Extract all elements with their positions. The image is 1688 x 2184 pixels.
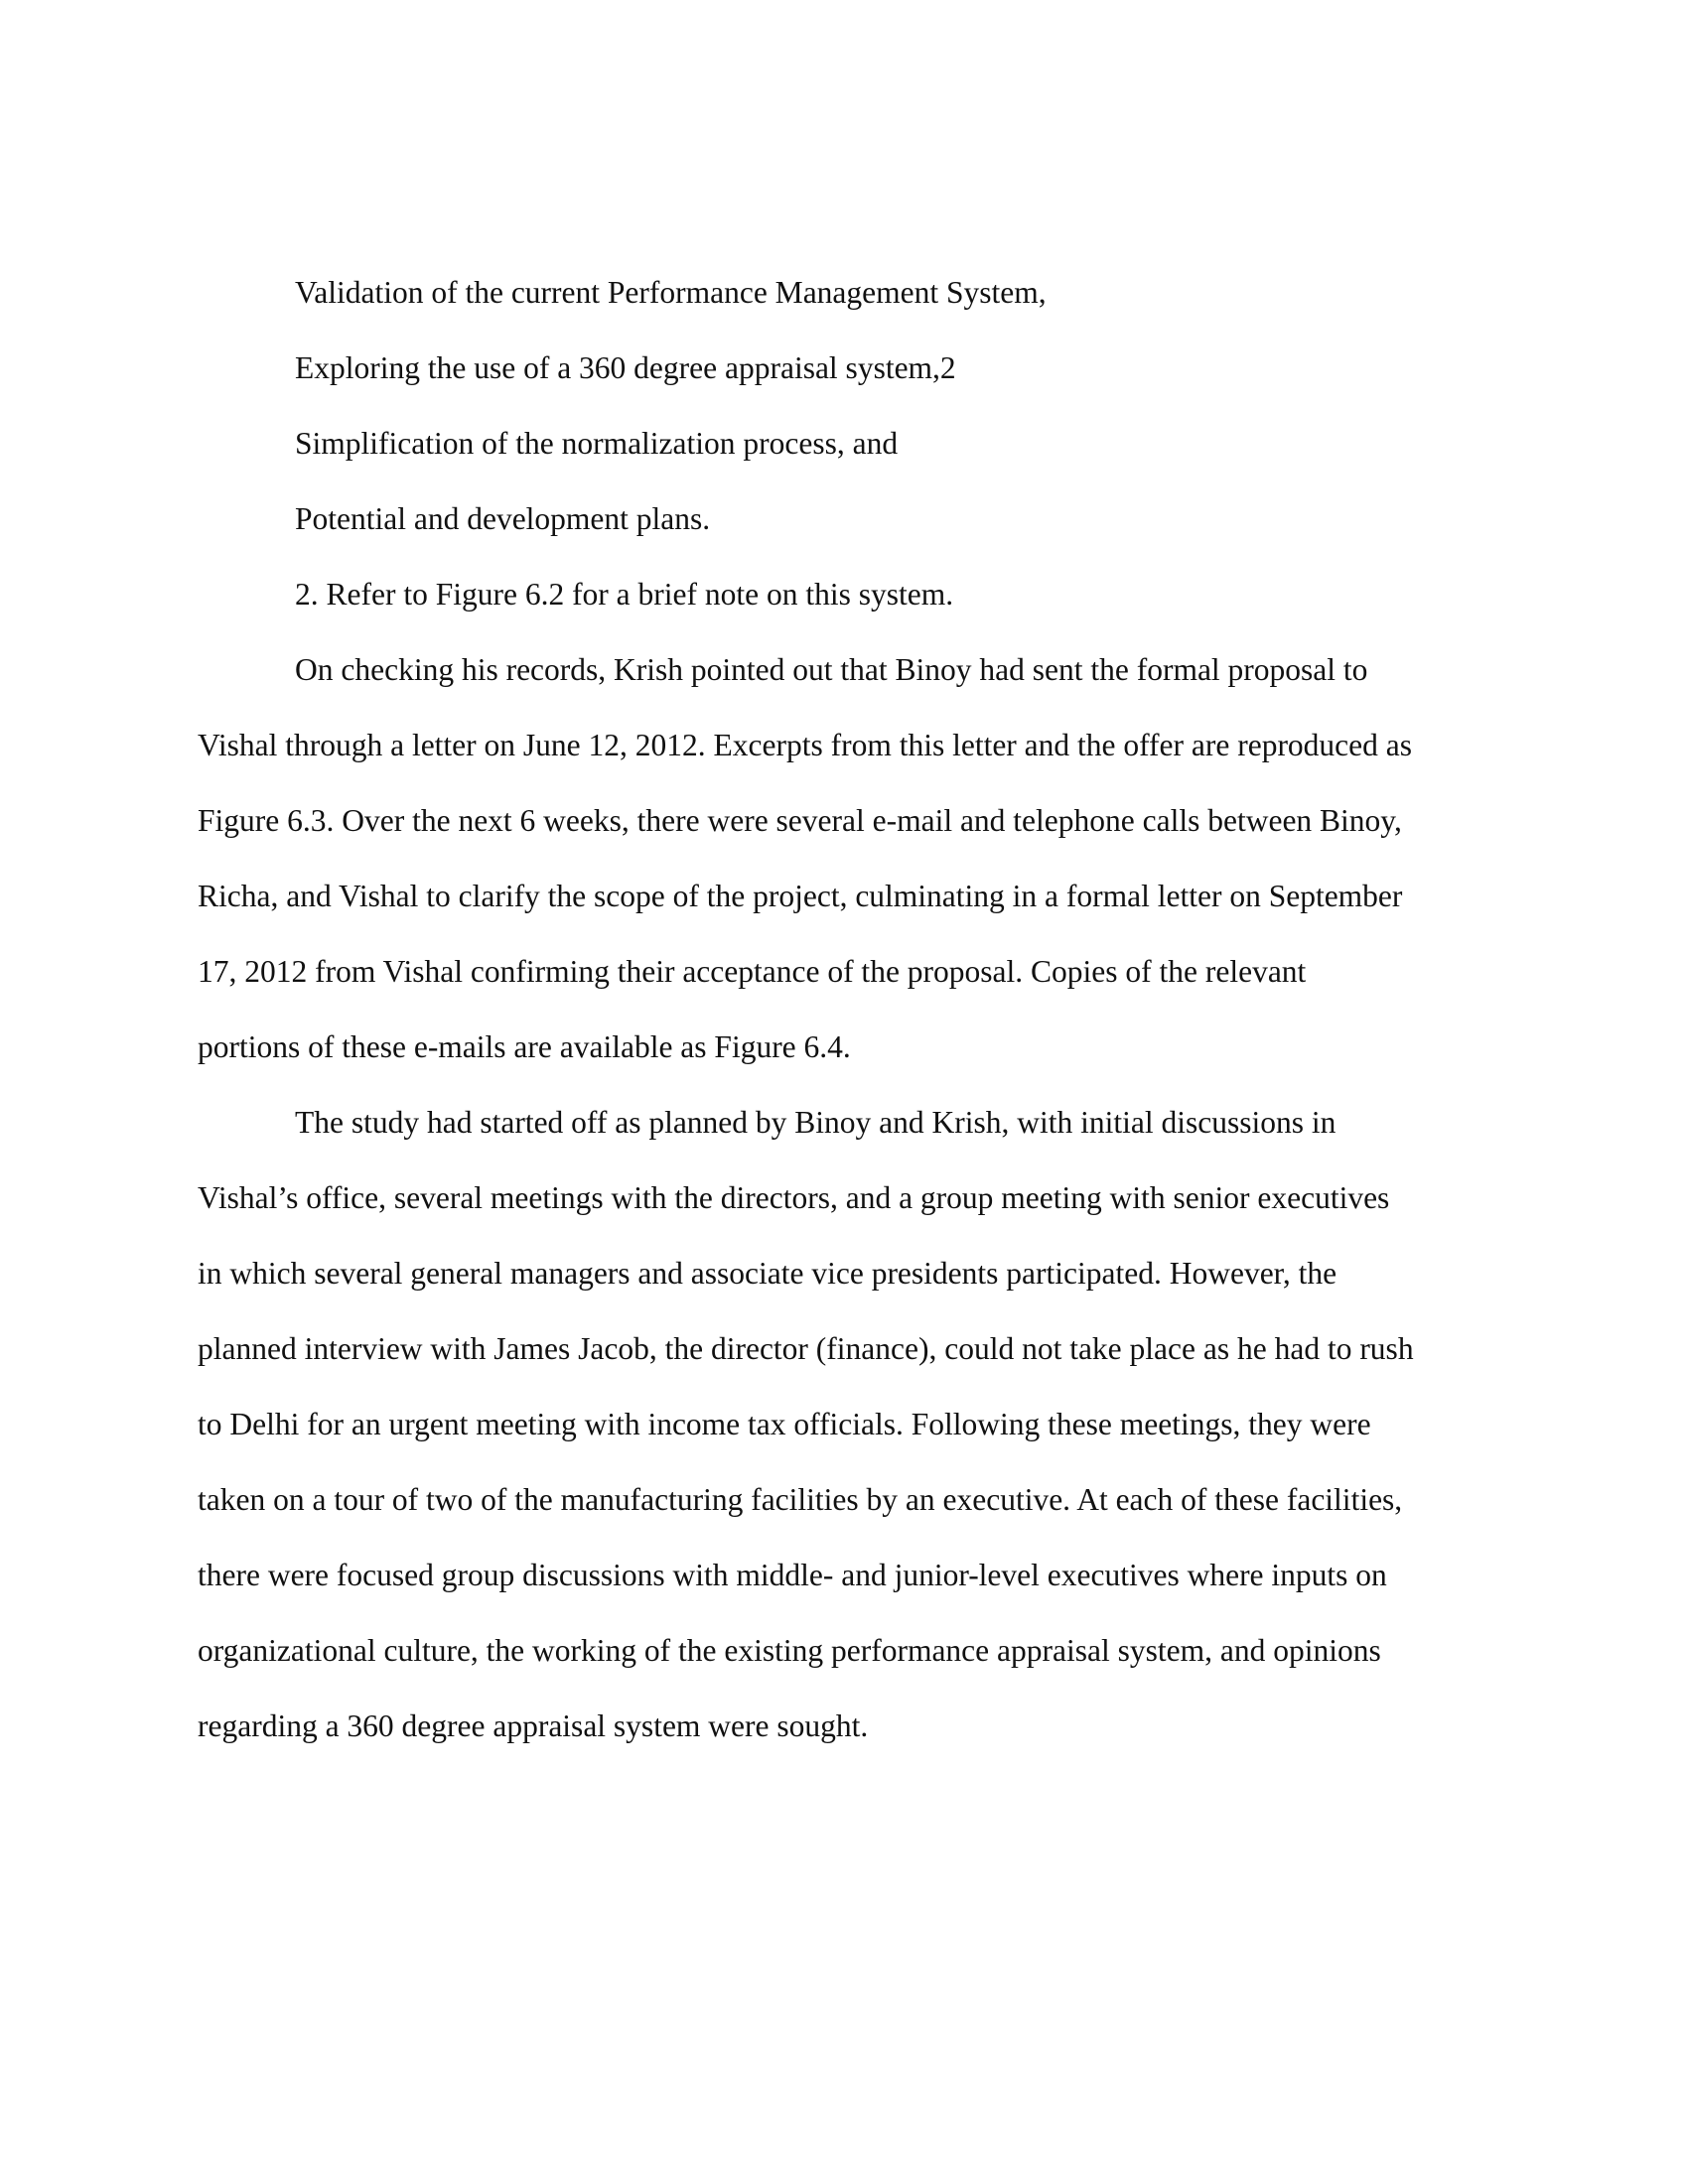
paragraph-line: 17, 2012 from Vishal confirming their acceptance of the proposal. Copies of the relevant — [198, 954, 1307, 989]
list-item: Simplification of the normalization process, and — [295, 426, 899, 461]
list-item: Potential and development plans. — [295, 501, 711, 536]
list-item: Validation of the current Performance Management System, — [295, 275, 1047, 310]
paragraph-line: Richa, and Vishal to clarify the scope of the project, culminating in a formal letter on September — [198, 879, 1403, 913]
paragraph-line: portions of these e-mails are available as Figure 6.4. — [198, 1029, 851, 1064]
paragraph-line: organizational culture, the working of the existing performance appraisal system, and opinions — [198, 1633, 1381, 1668]
footnote: 2. Refer to Figure 6.2 for a brief note on this system. — [295, 577, 954, 612]
paragraph-line: in which several general managers and associate vice presidents participated. However, the — [198, 1256, 1337, 1291]
list-item: Exploring the use of a 360 degree appraisal system,2 — [295, 350, 956, 385]
paragraph-line: planned interview with James Jacob, the director (finance), could not take place as he had to rush — [198, 1331, 1414, 1366]
paragraph-line: The study had started off as planned by Binoy and Krish, with initial discussions in — [295, 1105, 1336, 1140]
paragraph-line: there were focused group discussions with middle- and junior-level executives where inputs on — [198, 1558, 1387, 1592]
paragraph-line: Figure 6.3. Over the next 6 weeks, there were several e-mail and telephone calls between Binoy, — [198, 803, 1402, 838]
paragraph-line: to Delhi for an urgent meeting with income tax officials. Following these meetings, they were — [198, 1407, 1371, 1441]
paragraph-line: regarding a 360 degree appraisal system were sought. — [198, 1708, 869, 1743]
paragraph-line: On checking his records, Krish pointed out that Binoy had sent the formal proposal to — [295, 652, 1368, 687]
paragraph-line: taken on a tour of two of the manufacturing facilities by an executive. At each of these facilities, — [198, 1482, 1403, 1517]
paragraph-line: Vishal through a letter on June 12, 2012. Excerpts from this letter and the offer are reproduced as — [198, 728, 1413, 762]
paragraph-line: Vishal’s office, several meetings with the directors, and a group meeting with senior executives — [198, 1180, 1390, 1215]
